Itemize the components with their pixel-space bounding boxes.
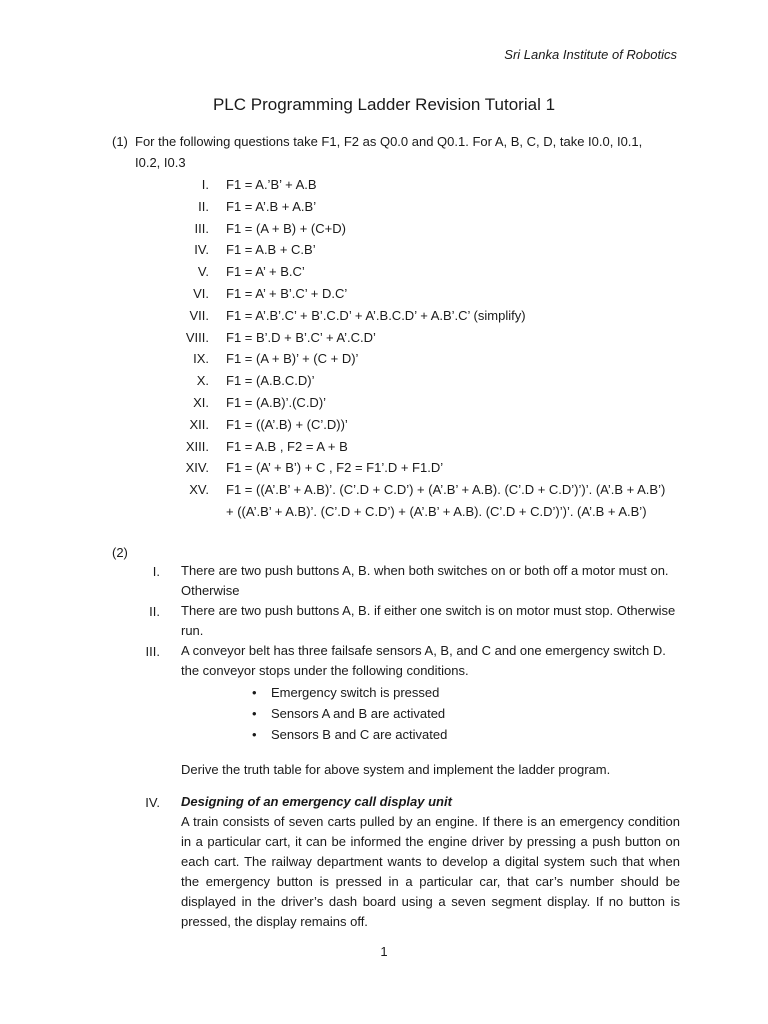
list-item [112, 392, 692, 414]
question-number: (1) [112, 134, 128, 149]
item-number: IV. [194, 242, 209, 258]
item-number: V. [197, 264, 209, 280]
expression: F1 = (A + B)’ + (C + D)’ [226, 351, 359, 367]
item-text: A conveyor belt has three failsafe sensors A, B, and C and one emergency switch D. the conveyor stops under the following conditions. [181, 643, 666, 678]
expression: F1 = A.’B’ + A.B [226, 177, 317, 192]
list-item [112, 414, 692, 436]
list-item [112, 457, 692, 479]
list-item [112, 196, 692, 218]
question-1 [112, 131, 682, 173]
item-number: VIII. [185, 329, 209, 345]
question-2-list [130, 561, 680, 932]
question-1-line-2: I0.2, I0.3 [135, 155, 186, 170]
item-text: There are two push buttons A, B. when both switches on or both off a motor must on. Otherwise [181, 563, 669, 598]
item-text: There are two push buttons A, B. if either one switch is on motor must stop. Otherwise run. [181, 603, 676, 638]
list-item [112, 283, 692, 305]
bullet-text: Emergency switch is pressed [271, 685, 440, 700]
expression: + ((A’.B’ + A.B)’. (C’.D + C.D’) + (A’.B’ + A.B). (C’.D + C.D’)’)’. (A’.B + A.B’) [226, 503, 647, 519]
bullet-item [252, 682, 680, 703]
expression-list [112, 174, 692, 523]
list-item [112, 261, 692, 283]
expression: F1 = (A + B) + (C+D) [226, 220, 346, 236]
list-item [130, 641, 680, 780]
institute-header: Sri Lanka Institute of Robotics [504, 47, 677, 62]
bullet-item [252, 703, 680, 724]
item-number: IV. [145, 795, 160, 810]
expression: F1 = ((A’.B’ + A.B)’. (C’.D + C.D’) + (A’.B’ + A.B). (C’.D + C.D’)’)’. (A’.B + A.B’) [226, 482, 666, 498]
expression: F1 = B’.D + B’.C’ + A’.C.D’ [226, 329, 376, 345]
bullet-icon: • [252, 727, 257, 742]
expression: F1 = A’.B + A.B’ [226, 198, 317, 214]
list-item [112, 479, 692, 501]
list-item [112, 348, 692, 370]
list-item [112, 370, 692, 392]
question-number: (2) [112, 545, 128, 560]
item-number: XIV. [185, 460, 209, 476]
item-number: III. [194, 220, 209, 236]
item-paragraph: A train consists of seven carts pulled by an engine. If there is an emergency condition in a particular cart, it can be informed the engine driver by pressing a push button on each cart. The railway department wants to develop a digital system such that when the emergency button is pressed in a particular car, that car’s number should be displayed in the driver’s dash board using a seven segment display. If no button is pressed, the display remains off. [181, 814, 680, 929]
list-item [112, 218, 692, 240]
expression: F1 = A’.B’.C’ + B’.C.D’ + A’.B.C.D’ + A.B’.C’ (simplify) [226, 307, 526, 323]
expression: F1 = A’ + B.C’ [226, 264, 305, 280]
item-number: VI. [193, 285, 209, 301]
list-item [130, 601, 680, 641]
expression: F1 = (A.B.C.D)’ [226, 373, 315, 389]
list-item [130, 561, 680, 601]
item-number: I. [152, 564, 160, 579]
item-number: XV. [189, 482, 209, 498]
expression: F1 = A.B , F2 = A + B [226, 438, 348, 454]
item-number: IX. [193, 351, 209, 367]
item-number: XIII. [185, 438, 209, 454]
derive-instruction: Derive the truth table for above system and implement the ladder program. [181, 762, 611, 777]
item-number: I. [201, 177, 209, 192]
list-item [130, 792, 680, 932]
list-item [112, 239, 692, 261]
item-number: VII. [189, 307, 209, 323]
question-1-line-1: For the following questions take F1, F2 as Q0.0 and Q0.1. For A, B, C, D, take I0.0, I0.1, [135, 134, 643, 149]
expression: F1 = (A.B)’.(C.D)’ [226, 394, 327, 410]
bullet-text: Sensors A and B are activated [271, 706, 446, 721]
expression: F1 = A.B + C.B’ [226, 242, 316, 258]
item-number: II. [198, 198, 209, 214]
bullet-icon: • [252, 706, 257, 721]
expression: F1 = (A’ + B’) + C , F2 = F1’.D + F1.D’ [226, 460, 444, 476]
condition-list [252, 682, 680, 745]
list-item [112, 174, 692, 196]
bullet-icon: • [252, 685, 257, 700]
item-number: III. [145, 644, 160, 659]
bullet-item [252, 724, 680, 745]
page-title: PLC Programming Ladder Revision Tutorial 1 [212, 95, 556, 114]
item-number: II. [149, 604, 160, 619]
expression: F1 = A’ + B’.C’ + D.C’ [226, 285, 348, 301]
expression: F1 = ((A’.B) + (C’.D))’ [226, 416, 348, 432]
list-item [112, 305, 692, 327]
section-heading: Designing of an emergency call display unit [181, 794, 452, 809]
list-item-continuation [112, 501, 692, 523]
item-number: X. [196, 373, 209, 389]
list-item [112, 327, 692, 349]
bullet-text: Sensors B and C are activated [271, 727, 448, 742]
page-number: 1 [380, 944, 388, 959]
item-number: XI. [193, 394, 209, 410]
item-number: XII. [189, 416, 209, 432]
list-item [112, 436, 692, 458]
